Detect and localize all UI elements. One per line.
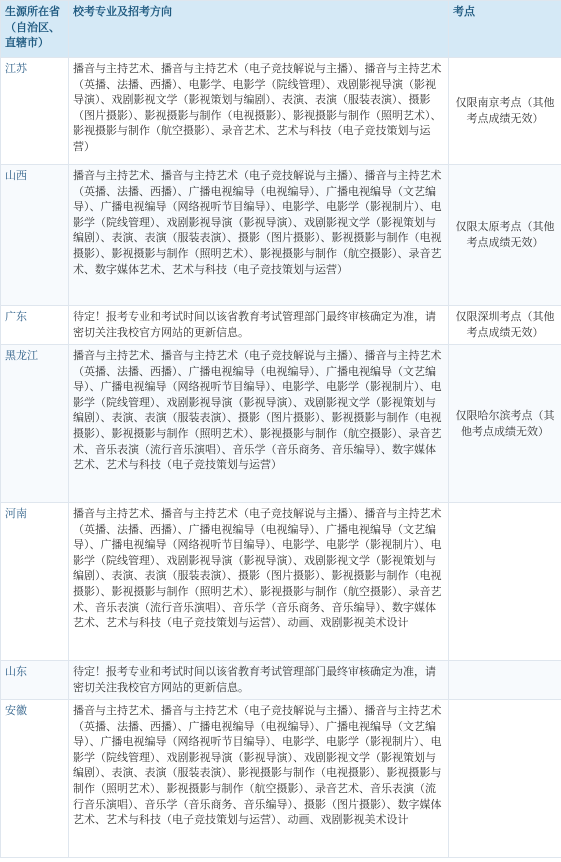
table-row	[1, 700, 561, 858]
province-cell: 黑龙江	[1, 345, 69, 503]
header-province: 生源所在省（自治区、直辖市）	[1, 1, 69, 58]
table-row	[1, 306, 561, 345]
province-cell: 安徽	[1, 700, 69, 858]
major-cell: 待定！报考专业和考试时间以该省教育考试管理部门最终审核确定为准，请密切关注我校官方网站的更新信息。	[69, 661, 449, 700]
table-row	[1, 345, 561, 503]
province-cell: 江苏	[1, 58, 69, 165]
table-row	[1, 661, 561, 700]
province-cell: 山东	[1, 661, 69, 700]
table-header-row	[1, 1, 561, 58]
major-cell: 播音与主持艺术、播音与主持艺术（电子竞技解说与主播）、播音与主持艺术（英播、法播、西播）、电影学、电影学（院线管理）、戏剧影视导演（影视导演）、戏剧影视文学（影视策划与编剧）、表演、表演（服装表演）、摄影（图片摄影）、影视摄影与制作（电视摄影）、影视摄影与制作（照明艺术）、影视摄影与制作（航空摄影）、录音艺术、艺术与科技（电子竞技策划与运营）	[69, 58, 449, 165]
exam-site-cell: 仅限深圳考点（其他考点成绩无效）	[449, 306, 561, 345]
province-cell: 河南	[1, 503, 69, 661]
table-row	[1, 165, 561, 306]
exam-site-cell	[449, 661, 561, 700]
exam-site-cell	[449, 503, 561, 661]
table-row	[1, 58, 561, 165]
major-cell: 播音与主持艺术、播音与主持艺术（电子竞技解说与主播）、播音与主持艺术（英播、法播、西播）、广播电视编导（电视编导）、广播电视编导（文艺编导）、广播电视编导（网络视听节目编导）、电影学、电影学（影视制片）、电影学（院线管理）、戏剧影视导演（影视导演）、戏剧影视文学（影视策划与编剧）、表演、表演（服装表演）、摄影（图片摄影）、影视摄影与制作（电视摄影）、影视摄影与制作（照明艺术）、影视摄影与制作（航空摄影）、录音艺术、数字媒体艺术、艺术与科技（电子竞技策划与运营）	[69, 165, 449, 306]
province-cell: 山西	[1, 165, 69, 306]
major-cell: 播音与主持艺术、播音与主持艺术（电子竞技解说与主播）、播音与主持艺术（英播、法播、西播）、广播电视编导（电视编导）、广播电视编导（文艺编导）、广播电视编导（网络视听节目编导）、电影学、电影学（影视制片）、电影学（院线管理）、戏剧影视导演（影视导演）、戏剧影视文学（影视策划与编剧）、表演、表演（服装表演）、摄影（图片摄影）、影视摄影与制作（电视摄影）、影视摄影与制作（照明艺术）、影视摄影与制作（航空摄影）、录音艺术、音乐表演（流行音乐演唱）、音乐学（音乐商务、音乐编导）、数字媒体艺术、艺术与科技（电子竞技策划与运营）、动画、戏剧影视美术设计	[69, 503, 449, 661]
exam-site-cell	[449, 700, 561, 858]
province-cell: 广东	[1, 306, 69, 345]
exam-site-cell: 仅限哈尔滨考点（其他考点成绩无效）	[449, 345, 561, 503]
major-cell: 播音与主持艺术、播音与主持艺术（电子竞技解说与主播）、播音与主持艺术（英播、法播、西播）、广播电视编导（电视编导）、广播电视编导（文艺编导）、广播电视编导（网络视听节目编导）、电影学、电影学（影视制片）、电影学（院线管理）、戏剧影视导演（影视导演）、戏剧影视文学（影视策划与编剧）、表演、表演（服装表演）、影视摄影与制作（电视摄影）、影视摄影与制作（照明艺术）、影视摄影与制作（航空摄影）、录音艺术、音乐表演（流行音乐演唱）、音乐学（音乐商务、音乐编导）、摄影（图片摄影）、数字媒体艺术、艺术与科技（电子竞技策划与运营）、动画、戏剧影视美术设计	[69, 700, 449, 858]
header-major: 校考专业及招考方向	[69, 1, 449, 58]
table-row	[1, 503, 561, 661]
major-cell: 待定！报考专业和考试时间以该省教育考试管理部门最终审核确定为准，请密切关注我校官方网站的更新信息。	[69, 306, 449, 345]
header-exam-site: 考点	[449, 1, 561, 58]
major-cell: 播音与主持艺术、播音与主持艺术（电子竞技解说与主播）、播音与主持艺术（英播、法播、西播）、广播电视编导（电视编导）、广播电视编导（文艺编导）、广播电视编导（网络视听节目编导）、电影学、电影学（影视制片）、电影学（院线管理）、戏剧影视导演（影视导演）、戏剧影视文学（影视策划与编剧）、表演、表演（服装表演）、摄影（图片摄影）、影视摄影与制作（电视摄影）、影视摄影与制作（照明艺术）、影视摄影与制作（航空摄影）、录音艺术、音乐表演（流行音乐演唱）、音乐学（音乐商务、音乐编导）、数字媒体艺术、艺术与科技（电子竞技策划与运营）	[69, 345, 449, 503]
exam-site-cell: 仅限南京考点（其他考点成绩无效）	[449, 58, 561, 165]
exam-site-cell: 仅限太原考点（其他考点成绩无效）	[449, 165, 561, 306]
